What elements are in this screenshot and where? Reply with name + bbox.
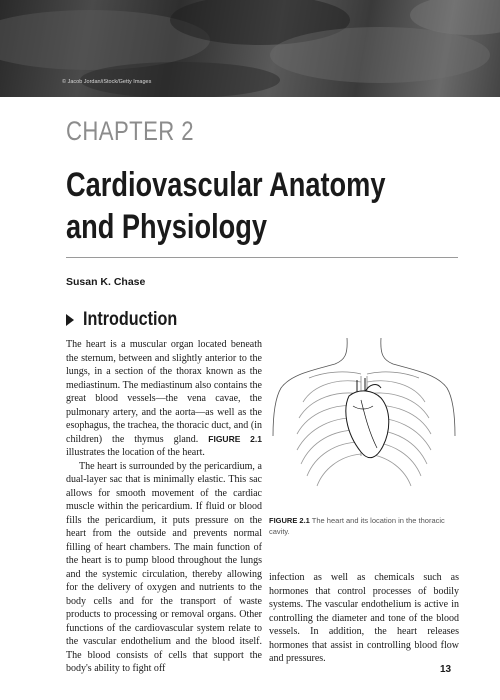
- figure-label: FIGURE 2.1: [269, 516, 310, 525]
- triangle-bullet-icon: [66, 314, 74, 326]
- chapter-title: Cardiovascular Anatomy and Physiology: [66, 166, 386, 246]
- body-column-right: [269, 571, 459, 666]
- section-heading-text: Introduction: [83, 309, 178, 330]
- paragraph-1: The heart is a muscular organ located beneath the sternum, between and slightly anterior to the lungs, in a section of the thorax known as the mediastinum. The mediastinum also contains the great blood vessels—the vena cavae, the pulmonary artery, and the aorta—as well as the esophagus, the trachea, the thoracic duct, and (in children) the thymus gland. FIGURE 2.1 illustrates the location of the heart.: [66, 339, 262, 458]
- chapter-label: CHAPTER 2: [66, 116, 194, 146]
- author-name: Susan K. Chase: [66, 276, 146, 288]
- section-heading: [66, 309, 194, 331]
- page-number: 13: [440, 664, 452, 675]
- figure-caption: [269, 515, 459, 537]
- figure-reference: FIGURE 2.1: [208, 433, 262, 444]
- image-credit: © Jacob Jordan/iStock/Getty Images: [62, 79, 152, 85]
- paragraph-2: The heart is surrounded by the pericardium, a dual-layer sac that is minimally elastic. This sac allows for smooth movement of the cardiac muscle within the pericardium. If fluid or blood fills the pericardium, it puts pressure on the heart from the outside and prevents normal filling of heart chambers. The main function of the heart is to pump blood throughout the lungs and the systemic circulation, thereby allowing for the delivery of oxygen and nutrients to the body cells and for the transport of waste products to processing or removal organs. Other functions of the cardiovascular system relate to the vascular endothelium and the blood itself. The blood consists of cells that support the body's ability to fight off: [66, 460, 262, 674]
- figure-caption-text: The heart and its location in the thoracic cavity.: [269, 516, 445, 536]
- title-divider: [66, 257, 458, 258]
- body-column-left: [66, 338, 262, 676]
- header-banner-image: [0, 0, 500, 97]
- heart-thorax-illustration: [269, 336, 459, 504]
- paragraph-3: infection as well as chemicals such as hormones that control processes of bodily systems. The vascular endothelium is active in controlling the diameter and tone of the blood vessels. In addition, the heart releases hormones that assist in controlling blood flow and pressures.: [269, 572, 459, 664]
